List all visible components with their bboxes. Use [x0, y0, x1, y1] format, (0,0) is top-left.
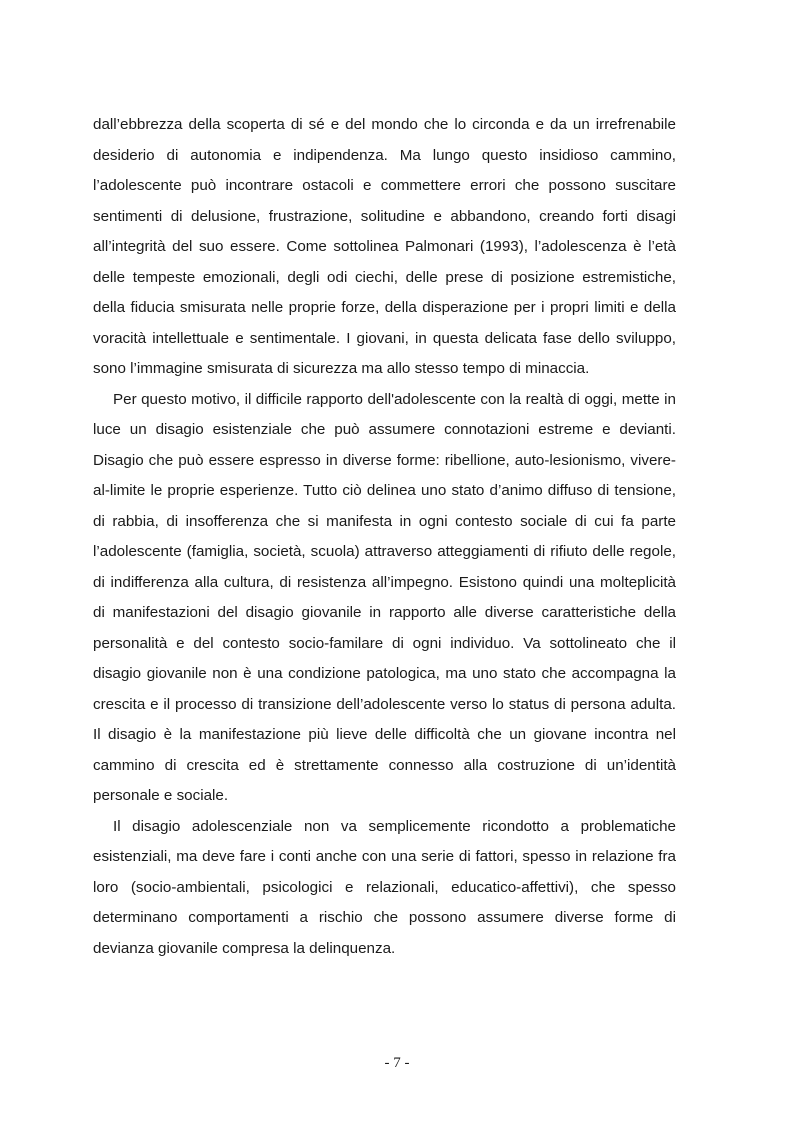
page-number: - 7 -: [384, 1055, 410, 1071]
paragraph-3: Il disagio adolescenziale non va semplicemente ricondotto a problematiche esistenziali, ma deve fare i conti anche con una serie di fattori, spesso in relazione fra loro (socio-ambientali, psicologici e relazionali, educatico-affettivi), che spesso determinano comportamenti a rischio che possono assumere diverse forme di devianza giovanile compresa la delinquenza.: [93, 817, 676, 957]
paragraph-1: dall’ebbrezza della scoperta di sé e del mondo che lo circonda e da un irrefrenabile desiderio di autonomia e indipendenza. Ma lungo questo insidioso cammino, l’adolescente può incontrare ostacoli e commettere errori che possono suscitare sentimenti di delusione, frustrazione, solitudine e abbandono, creando forti disagi all’integrità del suo essere. Come sottolinea Palmonari (1993), l’adolescenza è l’età delle tempeste emozionali, degli odi ciechi, delle prese di posizione estremistiche, della fiducia smisurata nelle proprie forze, della disperazione per i propri limiti e della voracità intellettuale e sentimentale. I giovani, in questa delicata fase dello sviluppo, sono l’immagine smisurata di sicurezza ma allo stesso tempo di minaccia.: [93, 116, 676, 377]
paragraph-2: Per questo motivo, il difficile rapporto dell'adolescente con la realtà di oggi, mette in luce un disagio esistenziale che può assumere connotazioni estreme e devianti. Disagio che può essere espresso in diverse forme: ribellione, auto-lesionismo, vivere-al-limite le proprie esperienze. Tutto ciò delinea uno stato d’animo diffuso di tensione, di rabbia, di insofferenza che si manifesta in ogni contesto sociale di cui fa parte l’adolescente (famiglia, società, scuola) attraverso atteggiamenti di rifiuto delle regole, di indifferenza alla cultura, di resistenza all’impegno. Esistono quindi una molteplicità di manifestazioni del disagio giovanile in rapporto alle diverse caratteristiche della personalità e del contesto socio-familare di ogni individuo. Va sottolineato che il disagio giovanile non è una condizione patologica, ma uno stato che accompagna la crescita e il processo di transizione dell’adolescente verso lo status di persona adulta. Il disagio è la manifestazione più lieve delle difficoltà che un giovane incontra nel cammino di crescita ed è strettamente connesso alla costruzione di un’identità personale e sociale.: [93, 390, 676, 804]
body-text: [93, 110, 676, 964]
